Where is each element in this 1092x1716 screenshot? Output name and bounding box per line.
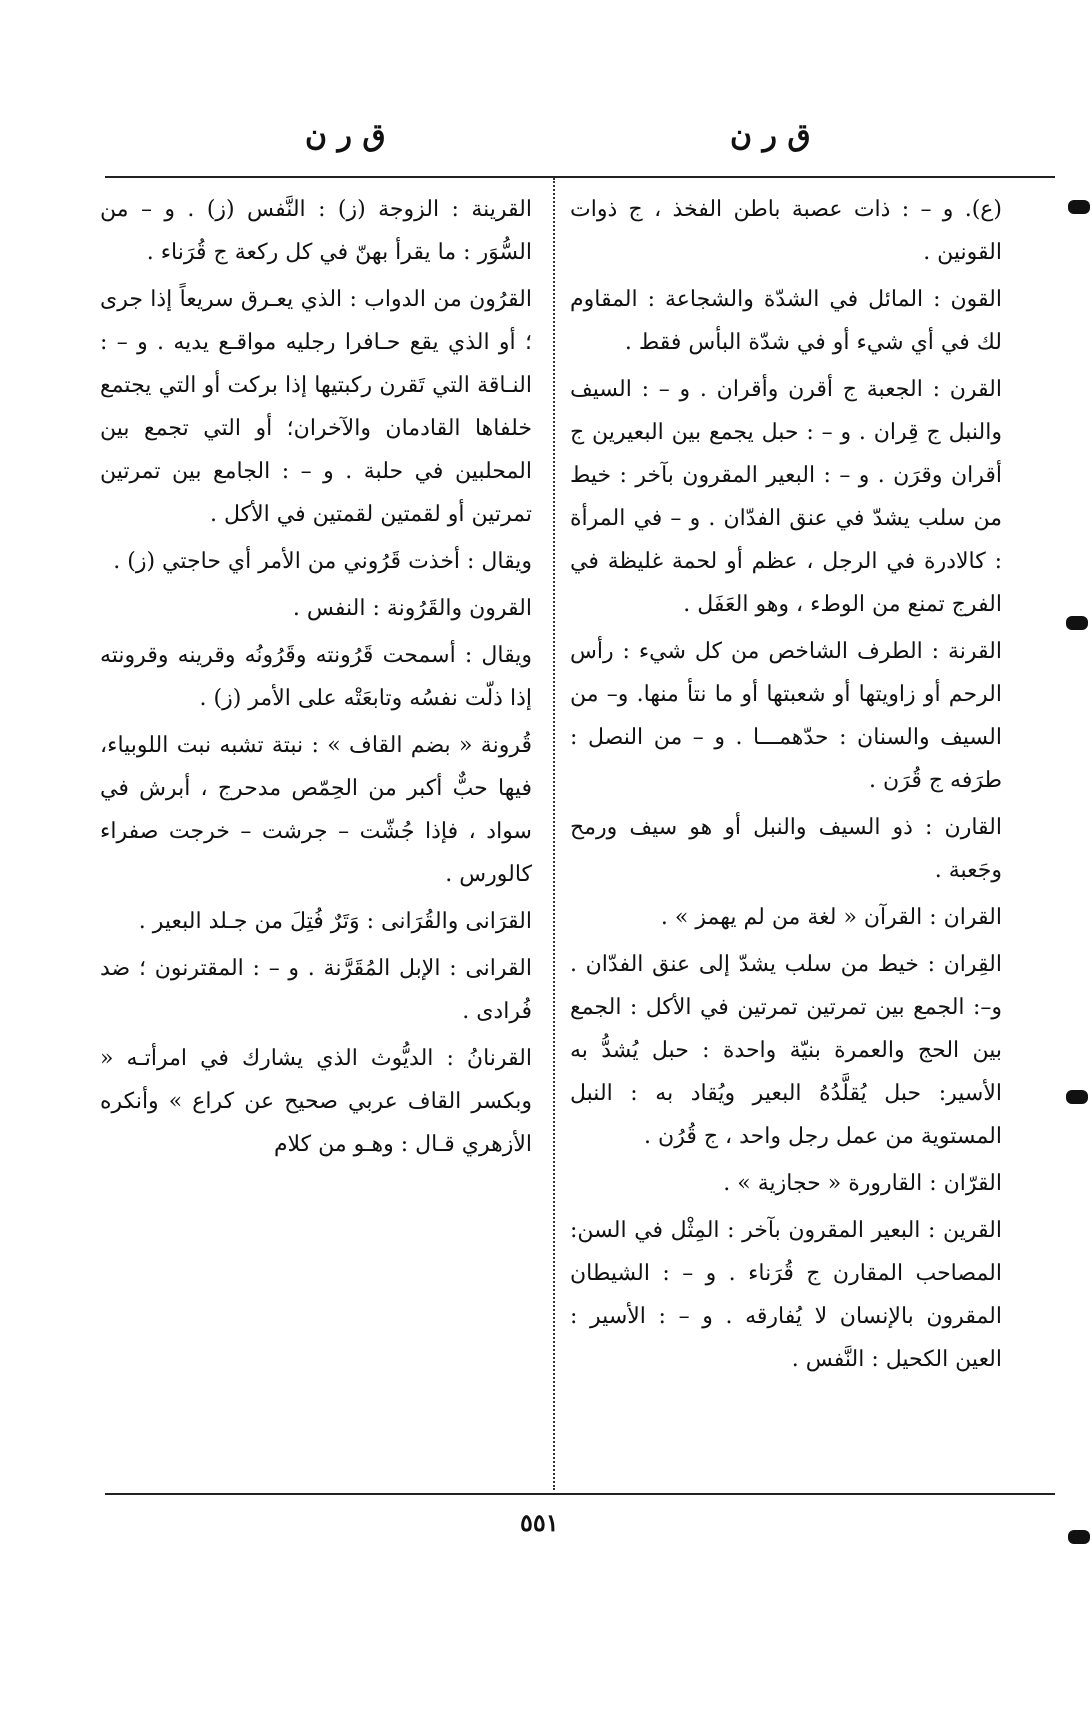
entry: القرنانُ : الديُّوث الذي يشارك في امرأتـه « وبكسر القاف عربي صحيح عن كراع » وأنكره الأزهري قـال : وهـو من كلام [100,1046,532,1157]
entry: القران : القرآن « لغة من لم يهمز » . [660,905,1002,930]
entry: القرّان : القارورة « حجازية » . [723,1171,1002,1196]
entry: القرنة : الطرف الشاخص من كل شيء : رأس الرحم أو زاويتها أو شعبتها أو ما نتأ منها. و– من السيف والسنان : حدّهمـــا . و – من النصل : طرَفه ج قُرَن . [570,639,1002,793]
entry: القرينة : الزوجة (ز) : النَّفس (ز) . و – من السُّوَر : ما يقرأ بهنّ في كل ركعة ج قُرَناء . [100,197,532,265]
column-left [100,188,532,1170]
entry: القارن : ذو السيف والنبل أو هو سيف ورمح وجَعبة . [570,815,1002,883]
entry: القرين : البعير المقرون بآخر : المِثْل في السن: المصاحب المقارن ج قُرَناء . و – : الشيطان المقرون بالإنسان لا يُفارقه . و – : الأسير : العين الكحيل : النَّفس . [570,1218,1002,1372]
scan-mark [1068,200,1090,214]
entry: القِران : خيط من سلب يشدّ إلى عنق الفدّان . و–: الجمع بين تمرتين تمرتين في الأكل : الجمع بين الحج والعمرة بنيّة واحدة : حبل يُشدُّ به الأسير: حبل يُقلَّدُهُ البعير ويُقاد به : النبل المستوية من عمل رجل واحد ، ج قُرُن . [570,952,1002,1149]
entry: قُرونة « بضم القاف » : نبتة تشبه نبت اللوبياء، فيها حبٌّ أكبر من الحِمّص مدحرج ، أبرش في سواد ، فإذا جُشّت – جرشت – خرجت صفراء كالورس . [100,733,532,887]
entry: القرَانى والقُرَانى : وَتَرٌ فُتِلَ من جـلد البعير . [138,909,532,934]
entry: ويقال : أسمحت قَرُونته وقَرُونُه وقرينه وقرونته إذا ذلّت نفسُه وتابعَتْه على الأمر (ز) . [100,643,532,711]
entry: القرن : الجعبة ج أقرن وأقران . و – : السيف والنبل ج قِران . و – : حبل يجمع بين البعيرين ج أقران وقرَن . و – : البعير المقرون بآخر : خيط من سلب يشدّ في عنق الفدّان . و – في المرأة : كالادرة في الرجل ، عظم أو لحمة غليظة في الفرج تمنع من الوطء ، وهو العَفَل . [570,377,1002,617]
scan-mark [1068,1530,1090,1544]
entry: القرانى : الإبل المُقَرَّنة . و – : المقترنون ؛ ضد فُرادى . [100,956,532,1024]
bottom-rule [105,1493,1055,1495]
entry: القرُون من الدواب : الذي يعـرق سريعاً إذا جرى ؛ أو الذي يقع حـافرا رجليه مواقـع يديه . و – : النـاقة التي تَقرن ركبتيها إذا بركت أو التي يجتمع خلفاها القادمان والآخران؛ أو التي تجمع بين المحلبين في حلبة . و – : الجامع بين تمرتين تمرتين أو لقمتين لقمتين في الأكل . [100,287,532,527]
scan-mark [1066,1090,1088,1104]
running-head-right: ق ر ن [730,118,811,153]
entry: (ع). و – : ذات عصبة باطن الفخذ ، ج ذوات القونين . [570,197,1002,265]
running-head-left: ق ر ن [305,118,386,153]
column-right [570,188,1002,1385]
page-number: ٥٥١ [520,1508,559,1537]
top-rule [105,176,1055,178]
scan-mark [1066,616,1088,630]
entry: ويقال : أخذت قَرُوني من الأمر أي حاجتي (ز) . [113,549,532,574]
entry: القون : المائل في الشدّة والشجاعة : المقاوم لك في أي شيء أو في شدّة البأس فقط . [570,287,1002,355]
entry: القرون والقَرُونة : النفس . [292,596,532,621]
column-divider [553,178,555,1490]
